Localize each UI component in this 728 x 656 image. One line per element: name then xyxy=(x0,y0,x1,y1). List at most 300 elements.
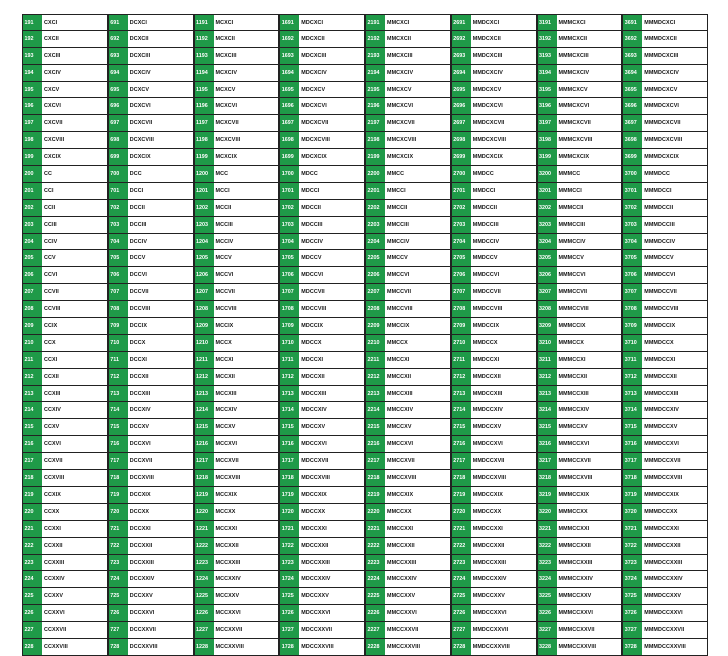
table-row xyxy=(194,386,280,403)
arabic-number-cell: 1717 xyxy=(280,453,299,469)
arabic-number-cell: 1719 xyxy=(280,487,299,503)
roman-numeral-cell: MMMDCCVI xyxy=(642,267,707,283)
arabic-number-cell: 720 xyxy=(109,504,128,520)
table-row xyxy=(194,301,280,318)
arabic-number-cell: 700 xyxy=(109,166,128,182)
arabic-number-cell: 2693 xyxy=(452,48,471,64)
arabic-number-cell: 3711 xyxy=(623,352,642,368)
arabic-number-cell: 1221 xyxy=(195,521,214,537)
table-row xyxy=(537,318,623,335)
roman-numeral-cell: MMMCCVIII xyxy=(557,301,622,317)
roman-numeral-cell: MDCCXVI xyxy=(299,436,364,452)
arabic-number-cell: 708 xyxy=(109,301,128,317)
table-row xyxy=(194,470,280,487)
roman-numeral-cell: MMMCCXXII xyxy=(557,538,622,554)
arabic-number-cell: 712 xyxy=(109,369,128,385)
roman-numeral-cell: MMMDCXCVIII xyxy=(642,132,707,148)
table-row xyxy=(279,31,365,48)
roman-numeral-cell: MMDCC xyxy=(471,166,536,182)
arabic-number-cell: 723 xyxy=(109,555,128,571)
roman-numeral-cell: MMDCCIX xyxy=(471,318,536,334)
table-row xyxy=(279,65,365,82)
arabic-number-cell: 1721 xyxy=(280,521,299,537)
table-row xyxy=(365,14,451,31)
arabic-number-cell: 3695 xyxy=(623,82,642,98)
arabic-number-cell: 1699 xyxy=(280,149,299,165)
roman-numeral-cell: MMMDCCIX xyxy=(642,318,707,334)
table-row xyxy=(365,250,451,267)
roman-numeral-cell: CCIX xyxy=(42,318,107,334)
roman-numeral-cell: MCXCVII xyxy=(214,115,279,131)
table-row xyxy=(451,250,537,267)
arabic-number-cell: 1716 xyxy=(280,436,299,452)
arabic-number-cell: 3221 xyxy=(538,521,557,537)
roman-numeral-cell: CCXXV xyxy=(42,588,107,604)
arabic-number-cell: 722 xyxy=(109,538,128,554)
table-row xyxy=(365,234,451,251)
arabic-number-cell: 224 xyxy=(23,571,42,587)
table-row xyxy=(622,301,708,318)
arabic-number-cell: 2208 xyxy=(366,301,385,317)
roman-numeral-cell: MMMDCXCVI xyxy=(642,98,707,114)
table-row xyxy=(108,217,194,234)
table-row xyxy=(622,352,708,369)
roman-numeral-cell: MDCCXXIV xyxy=(299,571,364,587)
table-row xyxy=(451,487,537,504)
table-row xyxy=(279,588,365,605)
roman-numeral-cell: MMMDCXCIX xyxy=(642,149,707,165)
roman-numeral-cell: DCCXIII xyxy=(128,386,193,402)
table-row xyxy=(279,82,365,99)
roman-numeral-cell: MMMCXCVIII xyxy=(557,132,622,148)
roman-numeral-cell: MMMDCXCII xyxy=(642,31,707,47)
table-row xyxy=(622,605,708,622)
table-row xyxy=(279,470,365,487)
table-row xyxy=(194,555,280,572)
roman-numeral-cell: DCCXXV xyxy=(128,588,193,604)
table-row xyxy=(22,369,108,386)
roman-numeral-cell: MCCIV xyxy=(214,234,279,250)
roman-numeral-cell: MMMDCCIII xyxy=(642,217,707,233)
arabic-number-cell: 3699 xyxy=(623,149,642,165)
roman-numeral-cell: CCXI xyxy=(42,352,107,368)
arabic-number-cell: 1698 xyxy=(280,132,299,148)
arabic-number-cell: 1205 xyxy=(195,250,214,266)
arabic-number-cell: 219 xyxy=(23,487,42,503)
arabic-number-cell: 701 xyxy=(109,183,128,199)
roman-numeral-cell: MMMCCXI xyxy=(557,352,622,368)
arabic-number-cell: 2195 xyxy=(366,82,385,98)
table-row xyxy=(622,166,708,183)
arabic-number-cell: 3195 xyxy=(538,82,557,98)
roman-numeral-cell: MMDCCXVII xyxy=(471,453,536,469)
arabic-number-cell: 2707 xyxy=(452,284,471,300)
table-row xyxy=(279,335,365,352)
table-row xyxy=(622,622,708,639)
arabic-number-cell: 2723 xyxy=(452,555,471,571)
arabic-number-cell: 2209 xyxy=(366,318,385,334)
table-row xyxy=(108,605,194,622)
roman-numeral-cell: MMDCCXVI xyxy=(471,436,536,452)
roman-numeral-cell: MMMDCCXI xyxy=(642,352,707,368)
roman-numeral-cell: DCC xyxy=(128,166,193,182)
table-row xyxy=(365,470,451,487)
roman-numeral-cell: MDCXCI xyxy=(299,15,364,30)
roman-numeral-cell: MDCXCII xyxy=(299,31,364,47)
arabic-number-cell: 1216 xyxy=(195,436,214,452)
roman-numeral-cell: MMCCX xyxy=(385,335,450,351)
arabic-number-cell: 3194 xyxy=(538,65,557,81)
table-row xyxy=(22,352,108,369)
roman-numeral-cell: MMMDCCX xyxy=(642,335,707,351)
arabic-number-cell: 1695 xyxy=(280,82,299,98)
arabic-number-cell: 1220 xyxy=(195,504,214,520)
table-row xyxy=(194,132,280,149)
table-row xyxy=(279,504,365,521)
table-row xyxy=(22,301,108,318)
roman-numeral-cell: MMMDCCXIII xyxy=(642,386,707,402)
arabic-number-cell: 2211 xyxy=(366,352,385,368)
table-row xyxy=(537,301,623,318)
table-row xyxy=(22,521,108,538)
arabic-number-cell: 1199 xyxy=(195,149,214,165)
arabic-number-cell: 226 xyxy=(23,605,42,621)
roman-numeral-cell: MMDCCIV xyxy=(471,234,536,250)
table-row xyxy=(622,132,708,149)
table-row xyxy=(537,622,623,639)
table-row xyxy=(194,571,280,588)
table-row xyxy=(451,402,537,419)
table-row xyxy=(279,14,365,31)
table-row xyxy=(622,31,708,48)
roman-numeral-cell: MDCCXII xyxy=(299,369,364,385)
table-row xyxy=(279,521,365,538)
table-row xyxy=(194,217,280,234)
arabic-number-cell: 2711 xyxy=(452,352,471,368)
arabic-number-cell: 719 xyxy=(109,487,128,503)
arabic-number-cell: 3219 xyxy=(538,487,557,503)
table-row xyxy=(622,369,708,386)
roman-numeral-cell: MMDCCXIX xyxy=(471,487,536,503)
table-row xyxy=(108,132,194,149)
roman-numeral-cell: CCXXIV xyxy=(42,571,107,587)
table-row xyxy=(365,200,451,217)
table-row xyxy=(194,538,280,555)
table-row xyxy=(279,605,365,622)
roman-numeral-cell: MMDCCVII xyxy=(471,284,536,300)
table-row xyxy=(365,369,451,386)
table-row xyxy=(537,14,623,31)
arabic-number-cell: 2219 xyxy=(366,487,385,503)
arabic-number-cell: 205 xyxy=(23,250,42,266)
roman-numeral-cell: DCCXXIV xyxy=(128,571,193,587)
table-row xyxy=(537,538,623,555)
arabic-number-cell: 3723 xyxy=(623,555,642,571)
arabic-number-cell: 1212 xyxy=(195,369,214,385)
arabic-number-cell: 3700 xyxy=(623,166,642,182)
table-row xyxy=(365,284,451,301)
arabic-number-cell: 2695 xyxy=(452,82,471,98)
roman-numeral-cell: DCCXXIII xyxy=(128,555,193,571)
roman-numeral-cell: MMDCCII xyxy=(471,200,536,216)
table-row xyxy=(22,622,108,639)
arabic-number-cell: 1707 xyxy=(280,284,299,300)
table-row xyxy=(622,267,708,284)
table-row xyxy=(365,402,451,419)
table-row xyxy=(108,14,194,31)
table-row xyxy=(451,31,537,48)
roman-numeral-cell: MCCXV xyxy=(214,419,279,435)
table-row xyxy=(108,166,194,183)
table-row xyxy=(194,504,280,521)
arabic-number-cell: 3226 xyxy=(538,605,557,621)
roman-numeral-cell: MCXCIII xyxy=(214,48,279,64)
arabic-number-cell: 214 xyxy=(23,402,42,418)
arabic-number-cell: 699 xyxy=(109,149,128,165)
table-row xyxy=(451,588,537,605)
roman-numeral-cell: MMMCCXXVI xyxy=(557,605,622,621)
roman-numeral-cell: MMDCCXXIII xyxy=(471,555,536,571)
arabic-number-cell: 3721 xyxy=(623,521,642,537)
roman-numeral-cell: DCCXI xyxy=(128,352,193,368)
arabic-number-cell: 227 xyxy=(23,622,42,638)
table-row xyxy=(537,639,623,656)
arabic-number-cell: 3215 xyxy=(538,419,557,435)
roman-numeral-cell: MMCCXX xyxy=(385,504,450,520)
arabic-number-cell: 3199 xyxy=(538,149,557,165)
table-row xyxy=(451,335,537,352)
table-row xyxy=(22,639,108,656)
arabic-number-cell: 2192 xyxy=(366,31,385,47)
arabic-number-cell: 715 xyxy=(109,419,128,435)
roman-numeral-cell: MMMDCXCV xyxy=(642,82,707,98)
roman-numeral-cell: MCCXXVII xyxy=(214,622,279,638)
roman-numeral-cell: MMMDCCXXIV xyxy=(642,571,707,587)
roman-numeral-cell: CCXXIII xyxy=(42,555,107,571)
roman-numeral-cell: DCCXXVI xyxy=(128,605,193,621)
arabic-number-cell: 201 xyxy=(23,183,42,199)
roman-numeral-cell: CCXVII xyxy=(42,453,107,469)
arabic-number-cell: 1709 xyxy=(280,318,299,334)
roman-numeral-cell: MDCCXXI xyxy=(299,521,364,537)
table-row xyxy=(537,183,623,200)
roman-numeral-cell: CCVII xyxy=(42,284,107,300)
roman-numeral-cell: DCCIX xyxy=(128,318,193,334)
roman-numeral-cell: MMMDCCV xyxy=(642,250,707,266)
table-row xyxy=(451,419,537,436)
table-row xyxy=(108,419,194,436)
arabic-number-cell: 1691 xyxy=(280,15,299,30)
arabic-number-cell: 1722 xyxy=(280,538,299,554)
arabic-number-cell: 2719 xyxy=(452,487,471,503)
table-row xyxy=(365,453,451,470)
arabic-number-cell: 1210 xyxy=(195,335,214,351)
arabic-number-cell: 2727 xyxy=(452,622,471,638)
roman-numeral-cell: MMCCXXVII xyxy=(385,622,450,638)
table-row xyxy=(622,14,708,31)
arabic-number-cell: 2196 xyxy=(366,98,385,114)
roman-numeral-cell: MMDCCXII xyxy=(471,369,536,385)
table-row xyxy=(22,538,108,555)
arabic-number-cell: 3191 xyxy=(538,15,557,30)
table-row xyxy=(451,605,537,622)
table-row xyxy=(22,555,108,572)
roman-numeral-cell: MMMCXCI xyxy=(557,15,622,30)
arabic-number-cell: 218 xyxy=(23,470,42,486)
arabic-number-cell: 2708 xyxy=(452,301,471,317)
roman-numeral-cell: MMMDCXCIII xyxy=(642,48,707,64)
roman-numeral-cell: DCCXX xyxy=(128,504,193,520)
table-row xyxy=(537,31,623,48)
arabic-number-cell: 3214 xyxy=(538,402,557,418)
table-row xyxy=(279,98,365,115)
table-row xyxy=(537,98,623,115)
roman-numeral-cell: MMMCCXXVII xyxy=(557,622,622,638)
arabic-number-cell: 198 xyxy=(23,132,42,148)
table-row xyxy=(365,48,451,65)
table-row xyxy=(622,65,708,82)
roman-numeral-cell: MMMCCXX xyxy=(557,504,622,520)
table-row xyxy=(194,436,280,453)
table-row xyxy=(365,31,451,48)
roman-numeral-cell: MDCCXIII xyxy=(299,386,364,402)
roman-numeral-cell: MMCCVIII xyxy=(385,301,450,317)
arabic-number-cell: 1706 xyxy=(280,267,299,283)
roman-numeral-cell: MCCIX xyxy=(214,318,279,334)
roman-numeral-cell: MMMCCXXVIII xyxy=(557,639,622,655)
table-row xyxy=(108,470,194,487)
arabic-number-cell: 703 xyxy=(109,217,128,233)
arabic-number-cell: 192 xyxy=(23,31,42,47)
arabic-number-cell: 1727 xyxy=(280,622,299,638)
arabic-number-cell: 3200 xyxy=(538,166,557,182)
table-row xyxy=(279,453,365,470)
roman-numeral-cell: MMMCCVI xyxy=(557,267,622,283)
arabic-number-cell: 2716 xyxy=(452,436,471,452)
arabic-number-cell: 3704 xyxy=(623,234,642,250)
roman-numeral-cell: MMMCXCIV xyxy=(557,65,622,81)
roman-numeral-cell: MMMCC xyxy=(557,166,622,182)
roman-numeral-cell: MCCIII xyxy=(214,217,279,233)
arabic-number-cell: 3713 xyxy=(623,386,642,402)
roman-numeral-cell: MDCCXXII xyxy=(299,538,364,554)
table-row xyxy=(365,217,451,234)
roman-numeral-cell: MMMDCCXX xyxy=(642,504,707,520)
arabic-number-cell: 714 xyxy=(109,402,128,418)
roman-numeral-cell: MMMDCCXXVIII xyxy=(642,639,707,655)
arabic-number-cell: 3220 xyxy=(538,504,557,520)
arabic-number-cell: 1712 xyxy=(280,369,299,385)
roman-numeral-cell: MMMDCCXIV xyxy=(642,402,707,418)
arabic-number-cell: 1200 xyxy=(195,166,214,182)
roman-numeral-cell: MDCCXXVIII xyxy=(299,639,364,655)
roman-numeral-cell: MMDCCXV xyxy=(471,419,536,435)
arabic-number-cell: 3222 xyxy=(538,538,557,554)
table-row xyxy=(365,132,451,149)
arabic-number-cell: 3725 xyxy=(623,588,642,604)
roman-numeral-cell: MMMCCXVII xyxy=(557,453,622,469)
roman-numeral-cell: MMDCCXXV xyxy=(471,588,536,604)
roman-numeral-cell: MMCCXV xyxy=(385,419,450,435)
arabic-number-cell: 1194 xyxy=(195,65,214,81)
roman-numeral-cell: CCXXII xyxy=(42,538,107,554)
roman-numeral-cell: MMMDCCXXV xyxy=(642,588,707,604)
table-row xyxy=(365,335,451,352)
table-row xyxy=(108,588,194,605)
arabic-number-cell: 3714 xyxy=(623,402,642,418)
table-row xyxy=(22,65,108,82)
table-row xyxy=(108,31,194,48)
roman-numeral-cell: MMMCCXVIII xyxy=(557,470,622,486)
roman-numeral-cell: MCCII xyxy=(214,200,279,216)
table-row xyxy=(194,82,280,99)
arabic-number-cell: 225 xyxy=(23,588,42,604)
roman-numeral-cell: DCCXXVII xyxy=(128,622,193,638)
roman-numeral-cell: MMDCCXXI xyxy=(471,521,536,537)
table-row xyxy=(279,352,365,369)
arabic-number-cell: 1203 xyxy=(195,217,214,233)
arabic-number-cell: 199 xyxy=(23,149,42,165)
roman-numeral-cell: DCCI xyxy=(128,183,193,199)
table-row xyxy=(622,470,708,487)
table-row xyxy=(194,639,280,656)
table-row xyxy=(194,419,280,436)
table-row xyxy=(622,386,708,403)
arabic-number-cell: 1711 xyxy=(280,352,299,368)
arabic-number-cell: 207 xyxy=(23,284,42,300)
roman-numeral-cell: MCCXIV xyxy=(214,402,279,418)
table-row xyxy=(279,234,365,251)
arabic-number-cell: 2217 xyxy=(366,453,385,469)
roman-numeral-cell: MDCCXX xyxy=(299,504,364,520)
roman-numeral-cell: MMMDCCXXIII xyxy=(642,555,707,571)
table-row xyxy=(365,183,451,200)
roman-numeral-cell: MMMDCCXXVI xyxy=(642,605,707,621)
roman-numeral-cell: MMCCXIII xyxy=(385,386,450,402)
table-row xyxy=(365,538,451,555)
table-row xyxy=(22,82,108,99)
arabic-number-cell: 1715 xyxy=(280,419,299,435)
table-row xyxy=(537,82,623,99)
table-row xyxy=(108,386,194,403)
arabic-number-cell: 2206 xyxy=(366,267,385,283)
table-row xyxy=(451,538,537,555)
table-row xyxy=(451,166,537,183)
table-row xyxy=(279,132,365,149)
table-row xyxy=(622,521,708,538)
roman-numeral-cell: MMDCXCI xyxy=(471,15,536,30)
roman-numeral-cell: MDCCVIII xyxy=(299,301,364,317)
arabic-number-cell: 2203 xyxy=(366,217,385,233)
table-column xyxy=(279,14,365,650)
arabic-number-cell: 724 xyxy=(109,571,128,587)
roman-numeral-cell: MCC xyxy=(214,166,279,182)
roman-numeral-cell: MCCVI xyxy=(214,267,279,283)
table-row xyxy=(279,48,365,65)
roman-numeral-cell: MMMDCCII xyxy=(642,200,707,216)
arabic-number-cell: 3208 xyxy=(538,301,557,317)
table-row xyxy=(451,622,537,639)
roman-numeral-cell: MMDCXCIX xyxy=(471,149,536,165)
arabic-number-cell: 1700 xyxy=(280,166,299,182)
table-row xyxy=(194,14,280,31)
table-row xyxy=(451,571,537,588)
table-row xyxy=(22,588,108,605)
arabic-number-cell: 728 xyxy=(109,639,128,655)
roman-numeral-cell: MMMCCVII xyxy=(557,284,622,300)
roman-numeral-cell: MMMDCXCI xyxy=(642,15,707,30)
arabic-number-cell: 2714 xyxy=(452,402,471,418)
